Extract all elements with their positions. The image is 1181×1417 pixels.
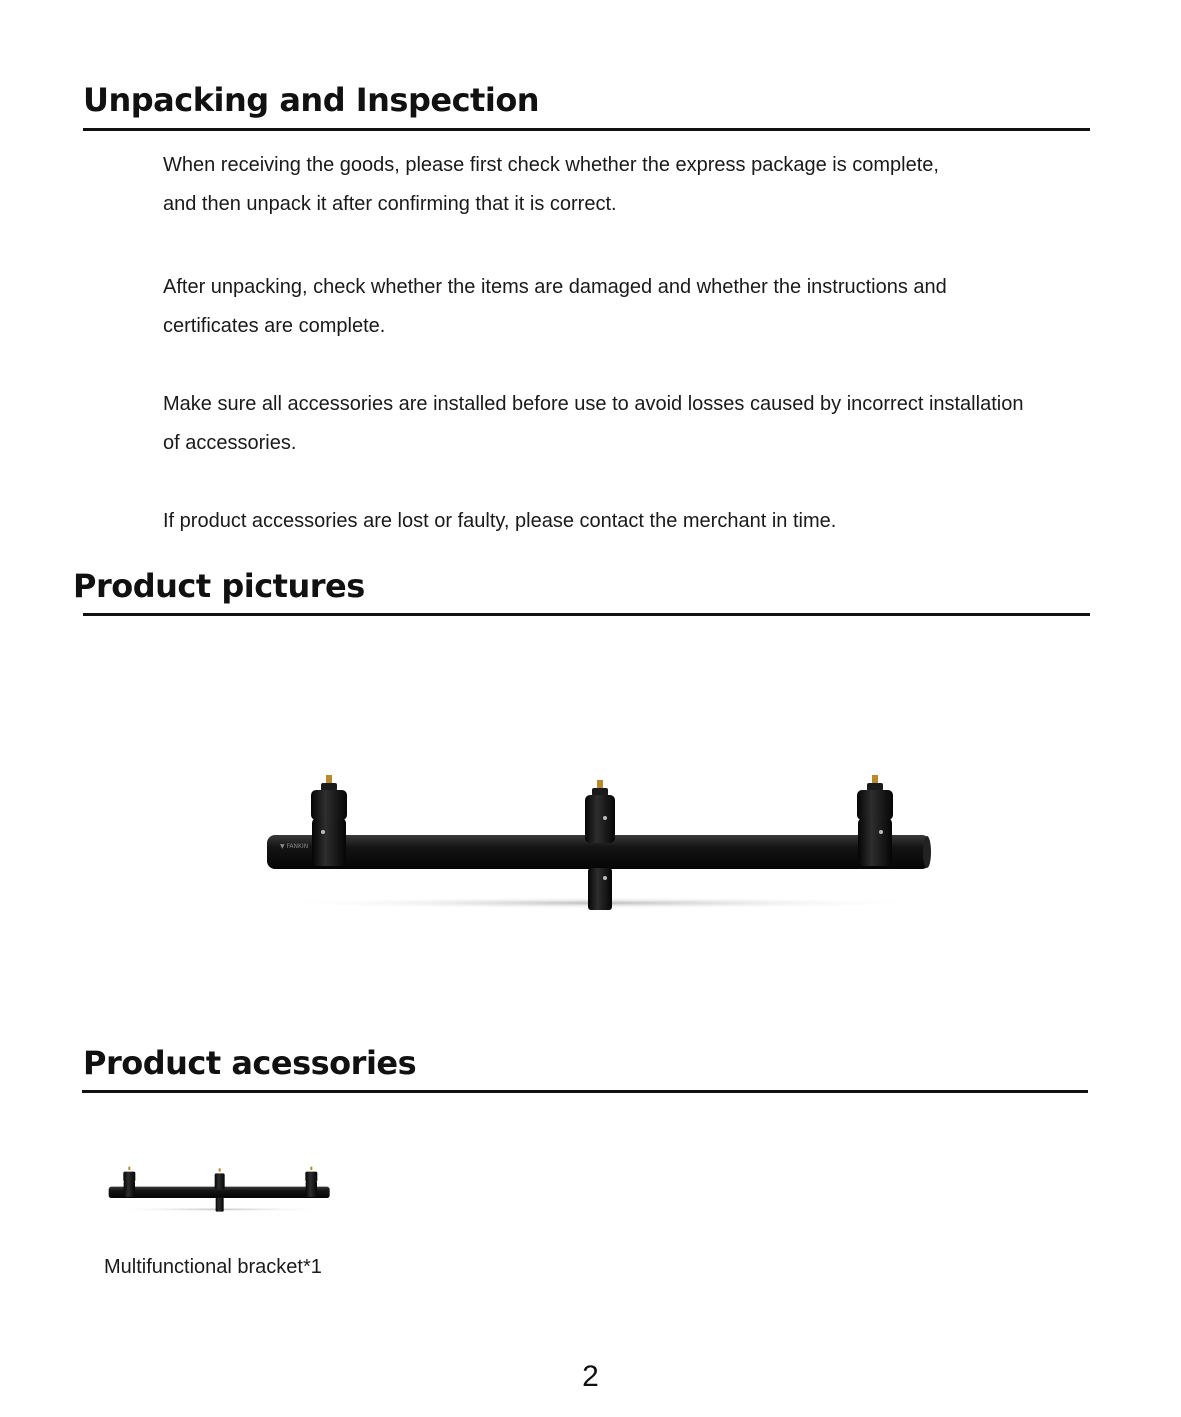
paragraph (163, 502, 1123, 541)
paragraph-line: After unpacking, check whether the items are damaged and whether the instructions and (163, 276, 947, 298)
section-divider (83, 613, 1090, 616)
paragraph-line: When receiving the goods, please first check whether the express package is complete, (163, 154, 939, 176)
paragraph-line: certificates are complete. (163, 315, 386, 337)
paragraph-line: of accessories. (163, 432, 297, 454)
triple-mount-bracket-icon (103, 1165, 333, 1225)
paragraph-line: and then unpack it after confirming that it is correct. (163, 193, 617, 215)
section-divider (82, 1090, 1088, 1093)
section-title-pictures: Product pictures (73, 567, 365, 605)
accessory-caption: Multifunctional bracket*1 (104, 1256, 322, 1278)
section-divider (83, 128, 1090, 131)
triple-mount-bracket-icon (255, 770, 935, 950)
svg-text:▼ FANKIN: ▼ FANKIN (280, 843, 309, 850)
paragraph (163, 146, 1123, 224)
paragraph-line: If product accessories are lost or faulty, please contact the merchant in time. (163, 510, 837, 532)
paragraph (163, 385, 1123, 463)
section-title-accessories: Product acessories (83, 1044, 417, 1082)
paragraph-line: Make sure all accessories are installed before use to avoid losses caused by incorrect installation (163, 393, 1024, 415)
section-title-unpacking: Unpacking and Inspection (83, 81, 540, 119)
page-number: 2 (582, 1360, 599, 1393)
paragraph (163, 268, 1123, 346)
